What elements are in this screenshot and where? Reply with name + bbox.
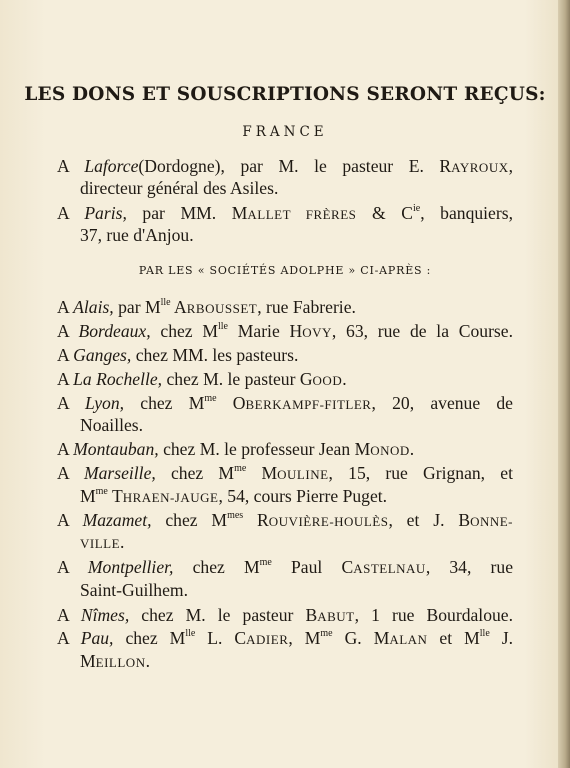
entry-la-rochelle: A La Rochelle, chez M. le pasteur GOOD. [57, 369, 347, 389]
entry-marseille-cont: $M^{me}$ THRAEN-JAUGE, 54, cours Pierre Puget. [80, 486, 388, 506]
entry-marseille: A Marseille, chez $M^{me}$ MOULINE, 15, rue Grignan, et [57, 463, 513, 483]
entry-lyon-cont: Noailles. [80, 415, 144, 435]
page-heading: LES DONS ET SOUSCRIPTIONS SERONT REÇUS: [24, 84, 546, 105]
entry-paris-cont: 37, rue d'Anjou. [80, 225, 194, 245]
entry-mazamet: A Mazamet, chez $M^{mes}$ ROUVIÈRE-HOULÈS, et J. BONNE- [57, 510, 513, 530]
entry-montauban: A Montauban, chez M. le professeur Jean MONOD. [57, 439, 415, 459]
section-france: FRANCE [242, 124, 328, 140]
entry-ganges: A Ganges, chez MM. les pasteurs. [57, 345, 299, 365]
entry-alais: A Alais, par $M^{lle}$ ARBOUSSET, rue Fabrerie. [57, 297, 356, 317]
entry-nimes: A Nîmes, chez M. le pasteur BABUT, 1 rue Bourdaloue. [57, 605, 513, 625]
entry-pau-cont: MEILLON. [80, 651, 150, 671]
entry-lyon: A Lyon, chez $M^{me}$ OBERKAMPF-FITLER, 20, avenue de [57, 393, 513, 413]
entry-laforce: A Laforce(Dordogne), par M. le pasteur E. RAYROUX, [57, 156, 513, 176]
entry-montpellier: A Montpellier, chez $M^{me}$ Paul CASTELNAU, 34, rue [57, 557, 514, 577]
entry-mazamet-cont: VILLE. [80, 532, 125, 552]
societes-heading: PAR LES « SOCIÉTÉS ADOLPHE » CI-APRÈS : [138, 264, 432, 277]
entry-paris: A Paris, par MM. MALLET FRÈRES & $C^{ie}$, banquiers, [57, 203, 513, 223]
entry-bordeaux: A Bordeaux, chez $M^{lle}$ Marie HOVY, 63, rue de la Course. [57, 321, 513, 341]
entry-pau: A Pau, chez $M^{lle}$ L. CADIER, $M^{me}$ G. MALAN et $M^{lle}$ J. [57, 628, 513, 648]
entry-laforce-cont: directeur général des Asiles. [80, 178, 279, 198]
page-edge [558, 0, 570, 768]
entry-montpellier-cont: Saint-Guilhem. [80, 580, 188, 600]
